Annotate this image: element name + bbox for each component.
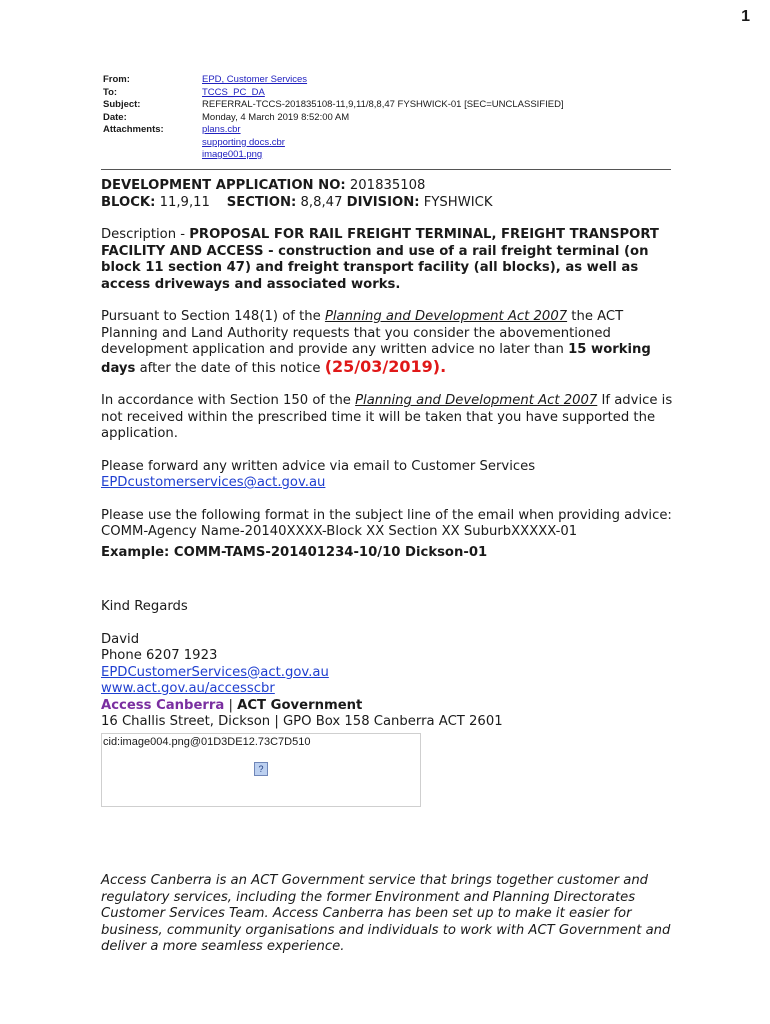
- embedded-image-placeholder: [101, 733, 421, 807]
- block-label: BLOCK:: [101, 194, 156, 210]
- working-days: 15 working days: [101, 342, 651, 376]
- act-reference: Planning and Development Act 2007: [355, 393, 598, 408]
- act-government-label: ACT Government: [237, 697, 363, 713]
- signature-email-line: [101, 665, 673, 682]
- format-template: COMM-Agency Name-20140XXXX-Block XX Section XX SuburbXXXXX-01: [101, 524, 578, 539]
- org-separator: |: [224, 697, 238, 713]
- subject-row: [103, 99, 564, 112]
- format-example: Example: COMM-TAMS-201401234-10/10 Dickson-01: [101, 544, 488, 560]
- cid-reference: cid:image004.png@01D3DE12.73C7D510: [103, 735, 311, 748]
- access-canberra-footer-note: Access Canberra is an ACT Government service that brings together customer and regulatory services, including the former Environment and Planning Directorates Customer Services Team. Access Canberra has been set up to make it easier for business, community organisations and individuals to work with ACT Government and deliver a more seamless experience.: [101, 873, 671, 955]
- da-no-value: 201835108: [349, 178, 426, 193]
- section-label: SECTION:: [226, 194, 297, 210]
- da-no-label: DEVELOPMENT APPLICATION NO:: [101, 178, 346, 193]
- deadline-date: (25/03/2019).: [324, 356, 447, 376]
- accordance-text-2: If advice is not received within the prescribed time it will be taken that you have supported the application.: [101, 393, 673, 441]
- from-row: [103, 74, 564, 87]
- pursuant-text-3: after the date of this notice: [135, 360, 325, 376]
- accordance-paragraph: [101, 393, 673, 443]
- from-link[interactable]: EPD, Customer Services: [202, 74, 308, 85]
- subject-label: Subject:: [103, 99, 141, 110]
- signature-name: David: [101, 631, 140, 647]
- block-line: [101, 195, 673, 212]
- date-label: Date:: [103, 111, 127, 123]
- section-value: 8,8,47: [300, 194, 343, 210]
- from-label: From:: [103, 74, 130, 85]
- pursuant-text-2: the ACT Planning and Land Authority requests that you consider the abovementioned development application and provide any written advice no later than: [101, 309, 624, 357]
- description-label: Description -: [101, 227, 190, 242]
- date-row: [103, 112, 564, 125]
- email-header: [103, 74, 564, 162]
- attachments-row: [103, 124, 564, 162]
- description-paragraph: [101, 227, 673, 293]
- customer-services-email-link[interactable]: EPDcustomerservices@act.gov.au: [101, 475, 326, 490]
- format-text: Please use the following format in the subject line of the email when providing advice:: [101, 507, 672, 523]
- kind-regards: Kind Regards: [101, 599, 188, 614]
- signature-email-link[interactable]: EPDCustomerServices@act.gov.au: [101, 664, 329, 680]
- to-link[interactable]: TCCS_PC_DA: [202, 86, 265, 98]
- page-number: 1: [741, 8, 750, 25]
- access-canberra-label: Access Canberra: [101, 697, 225, 713]
- accordance-text-1: In accordance with Section 150 of the: [101, 393, 356, 408]
- broken-image-icon: ?: [254, 762, 268, 776]
- subject-value: REFERRAL-TCCS-201835108-11,9,11/8,8,47 FYSHWICK-01 [SEC=UNCLASSIFIED]: [202, 99, 564, 110]
- address-line: 16 Challis Street, Dickson | GPO Box 158 Canberra ACT 2601: [101, 714, 503, 729]
- org-line: [101, 698, 673, 715]
- description-text: PROPOSAL FOR RAIL FREIGHT TERMINAL, FREIGHT TRANSPORT FACILITY AND ACCESS - construction and use of a rail freight terminal (on block 11 section 47) and freight transport facility (all blocks), as well as access driveways and associated works.: [101, 227, 659, 292]
- attachments-label: Attachments:: [103, 124, 164, 135]
- pursuant-paragraph: [101, 309, 673, 377]
- email-body: [101, 178, 673, 807]
- da-number-line: [101, 178, 673, 195]
- header-divider: [101, 169, 671, 170]
- signature-website-line: [101, 681, 673, 698]
- attachment-link[interactable]: image001.png: [202, 149, 263, 160]
- forward-email-line: [101, 475, 673, 492]
- attachment-link[interactable]: plans.cbr: [202, 124, 241, 135]
- pursuant-text-1: Pursuant to Section 148(1) of the: [101, 309, 325, 324]
- signature-phone: Phone 6207 1923: [101, 648, 218, 663]
- attachment-link[interactable]: supporting docs.cbr: [202, 136, 285, 148]
- division-value: FYSHWICK: [423, 194, 493, 210]
- date-value: Monday, 4 March 2019 8:52:00 AM: [202, 111, 350, 123]
- block-value: 11,9,11: [159, 194, 210, 210]
- act-reference: Planning and Development Act 2007: [324, 309, 568, 324]
- website-link[interactable]: www.act.gov.au/accesscbr: [101, 681, 275, 696]
- to-label: To:: [103, 86, 118, 98]
- to-row: [103, 87, 564, 100]
- forward-text: Please forward any written advice via email to Customer Services: [101, 458, 536, 474]
- attachment-list: [202, 124, 285, 162]
- division-label: DIVISION:: [346, 194, 420, 210]
